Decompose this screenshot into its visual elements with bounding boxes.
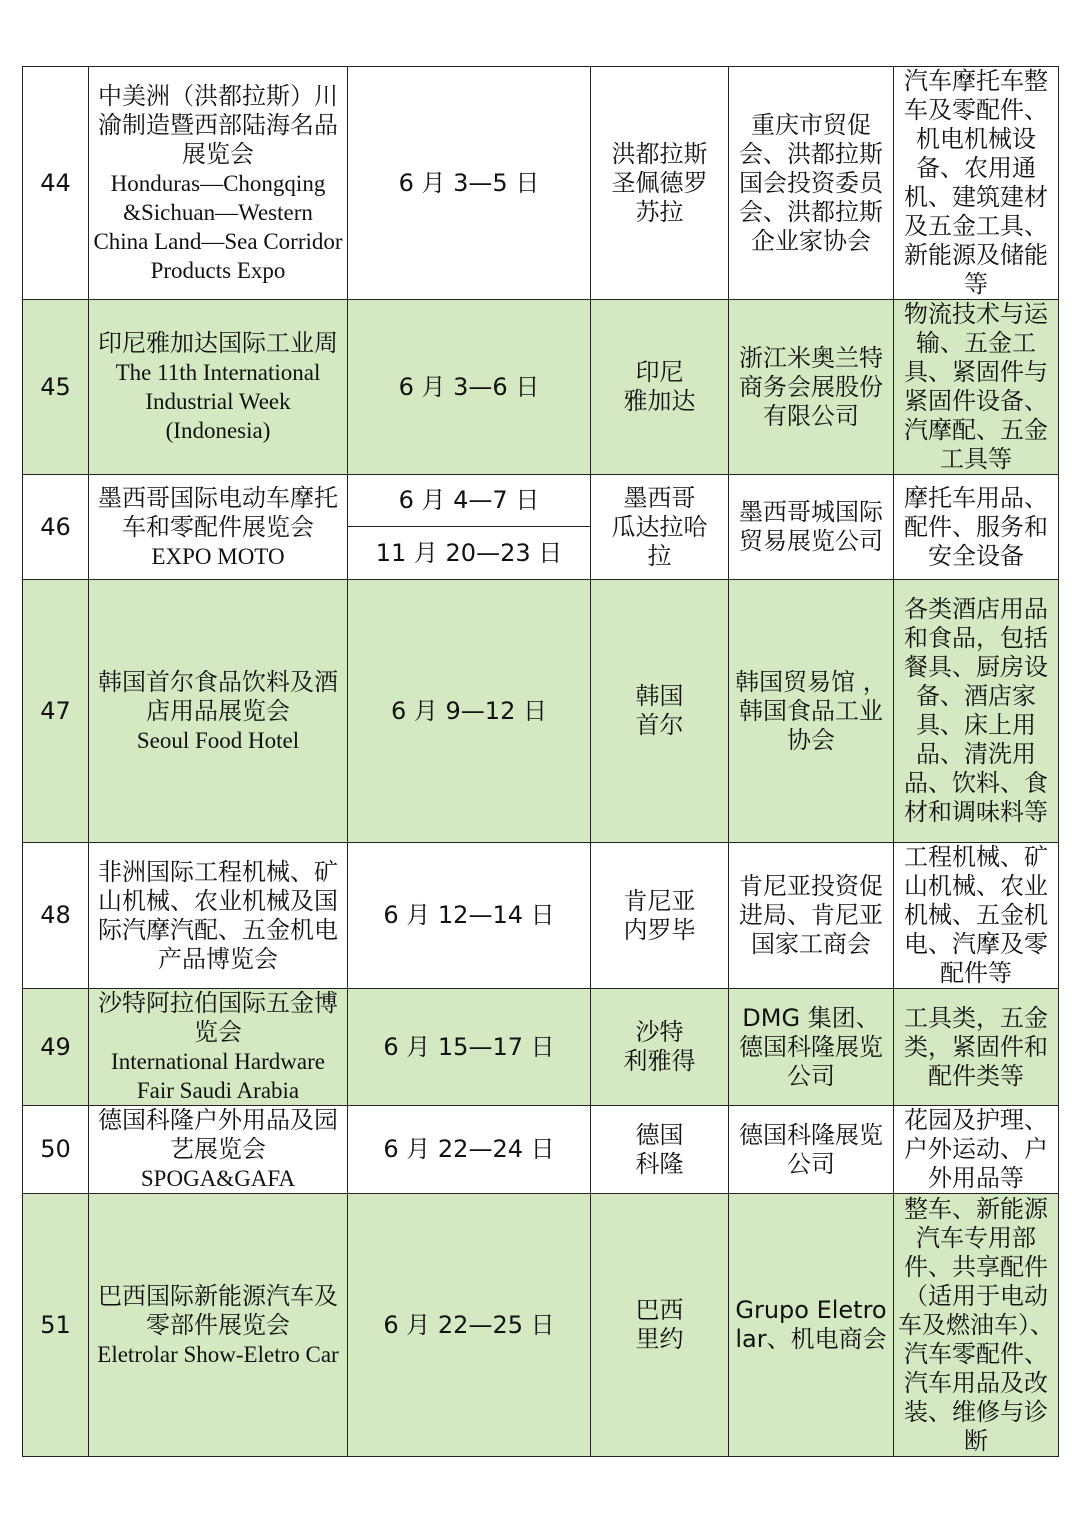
table-row — [23, 475, 1059, 527]
exhibition-location: 洪都拉斯 圣佩德罗 苏拉 — [591, 67, 729, 300]
exhibition-organizer: Grupo Eletrolar、机电商会 — [729, 1194, 894, 1457]
exhibition-products: 花园及护理、户外运动、户外用品等 — [894, 1106, 1059, 1194]
exhibition-name-cn: 德国科隆户外用品及园艺展览会 — [98, 1106, 338, 1163]
exhibition-location: 韩国 首尔 — [591, 580, 729, 843]
table-row — [23, 843, 1059, 989]
row-number: 47 — [23, 580, 89, 843]
exhibition-name-en: Seoul Food Hotel — [136, 727, 300, 753]
exhibition-name-en: International Hardware Fair Saudi Arabia — [111, 1049, 325, 1103]
exhibition-name-en: EXPO MOTO — [151, 543, 285, 569]
exhibition-location: 德国 科隆 — [591, 1106, 729, 1194]
exhibition-location: 肯尼亚 内罗毕 — [591, 843, 729, 989]
exhibition-organizer: 肯尼亚投资促进局、肯尼亚国家工商会 — [729, 843, 894, 989]
table-row — [23, 1194, 1059, 1457]
table-row — [23, 300, 1059, 475]
exhibition-date: 6 月 22—24 日 — [348, 1106, 591, 1194]
exhibition-organizer: 墨西哥城国际贸易展览公司 — [729, 475, 894, 580]
exhibition-location: 巴西 里约 — [591, 1194, 729, 1457]
exhibition-products: 工程机械、矿山机械、农业机械、五金机电、汽摩及零配件等 — [894, 843, 1059, 989]
exhibition-products: 汽车摩托车整车及零配件、机电机械设备、农用通机、建筑建材及五金工具、新能源及储能等 — [894, 67, 1059, 300]
exhibition-date: 6 月 15—17 日 — [348, 989, 591, 1106]
exhibition-products: 整车、新能源汽车专用部件、共享配件（适用于电动车及燃油车）、 汽车零配件、汽车用品及改装、维修与诊断 — [894, 1194, 1059, 1457]
exhibition-name-cn: 巴西国际新能源汽车及零部件展览会 — [98, 1281, 338, 1339]
exhibition-date: 6 月 22—25 日 — [348, 1194, 591, 1457]
exhibition-organizer: 重庆市贸促会、洪都拉斯国会投资委员会、洪都拉斯企业家协会 — [729, 67, 894, 300]
exhibition-name-cn: 沙特阿拉伯国际五金博览会 — [98, 989, 338, 1046]
row-number: 49 — [23, 989, 89, 1106]
exhibition-name — [89, 580, 348, 843]
exhibition-date-second: 11 月 20—23 日 — [348, 527, 591, 580]
exhibition-name — [89, 989, 348, 1106]
exhibition-organizer: DMG 集团、德国科隆展览公司 — [729, 989, 894, 1106]
exhibition-location: 沙特 利雅得 — [591, 989, 729, 1106]
exhibition-products: 各类酒店用品和食品，包括餐具、厨房设备、酒店家具、床上用品、清洗用品、饮料、食材和调味料等 — [894, 580, 1059, 843]
exhibition-name — [89, 67, 348, 300]
exhibition-date: 6 月 9—12 日 — [348, 580, 591, 843]
exhibition-products: 物流技术与运输、五金工具、紧固件与紧固件设备、汽摩配、五金工具等 — [894, 300, 1059, 475]
exhibition-name-cn: 墨西哥国际电动车摩托车和零配件展览会 — [98, 483, 338, 541]
exhibition-name-en: The 11th International Industrial Week (Indonesia) — [115, 360, 321, 443]
exhibition-location: 印尼 雅加达 — [591, 300, 729, 475]
row-number: 46 — [23, 475, 89, 580]
row-number: 44 — [23, 67, 89, 300]
exhibition-name-en: Eletrolar Show-Eletro Car — [97, 1341, 339, 1367]
exhibition-date: 6 月 3—6 日 — [348, 300, 591, 475]
exhibition-organizer: 德国科隆展览公司 — [729, 1106, 894, 1194]
exhibition-location: 墨西哥 瓜达拉哈 拉 — [591, 475, 729, 580]
exhibition-name-en: Honduras—Chongqing &Sichuan—Western China Land—Sea Corridor Products Expo — [93, 170, 343, 283]
table-row — [23, 580, 1059, 843]
exhibition-name-cn: 印尼雅加达国际工业周 — [98, 329, 338, 357]
exhibition-name — [89, 1194, 348, 1457]
table-row — [23, 67, 1059, 300]
exhibition-products: 工具类，五金类，紧固件和配件类等 — [894, 989, 1059, 1106]
exhibition-organizer: 浙江米奥兰特商务会展股份有限公司 — [729, 300, 894, 475]
exhibition-name-cn: 非洲国际工程机械、矿山机械、农业机械及国际汽摩汽配、五金机电产品博览会 — [98, 857, 338, 973]
exhibition-name — [89, 475, 348, 580]
exhibition-products: 摩托车用品、配件、服务和安全设备 — [894, 475, 1059, 580]
table-row — [23, 1106, 1059, 1194]
exhibition-name — [89, 300, 348, 475]
table-row — [23, 989, 1059, 1106]
exhibition-name — [89, 843, 348, 989]
exhibition-date: 6 月 3—5 日 — [348, 67, 591, 300]
exhibition-table — [22, 66, 1059, 1457]
exhibition-name-cn: 韩国首尔食品饮料及酒店用品展览会 — [98, 667, 338, 725]
row-number: 48 — [23, 843, 89, 989]
row-number: 50 — [23, 1106, 89, 1194]
exhibition-name — [89, 1106, 348, 1194]
exhibition-name-cn: 中美洲（洪都拉斯）川渝制造暨西部陆海名品展览会 — [98, 81, 338, 168]
exhibition-date: 6 月 12—14 日 — [348, 843, 591, 989]
row-number: 45 — [23, 300, 89, 475]
exhibition-organizer: 韩国贸易馆 ，韩国食品工业协会 — [729, 580, 894, 843]
row-number: 51 — [23, 1194, 89, 1457]
exhibition-date: 6 月 4—7 日 — [348, 475, 591, 527]
exhibition-name-en: SPOGA&GAFA — [140, 1166, 296, 1191]
